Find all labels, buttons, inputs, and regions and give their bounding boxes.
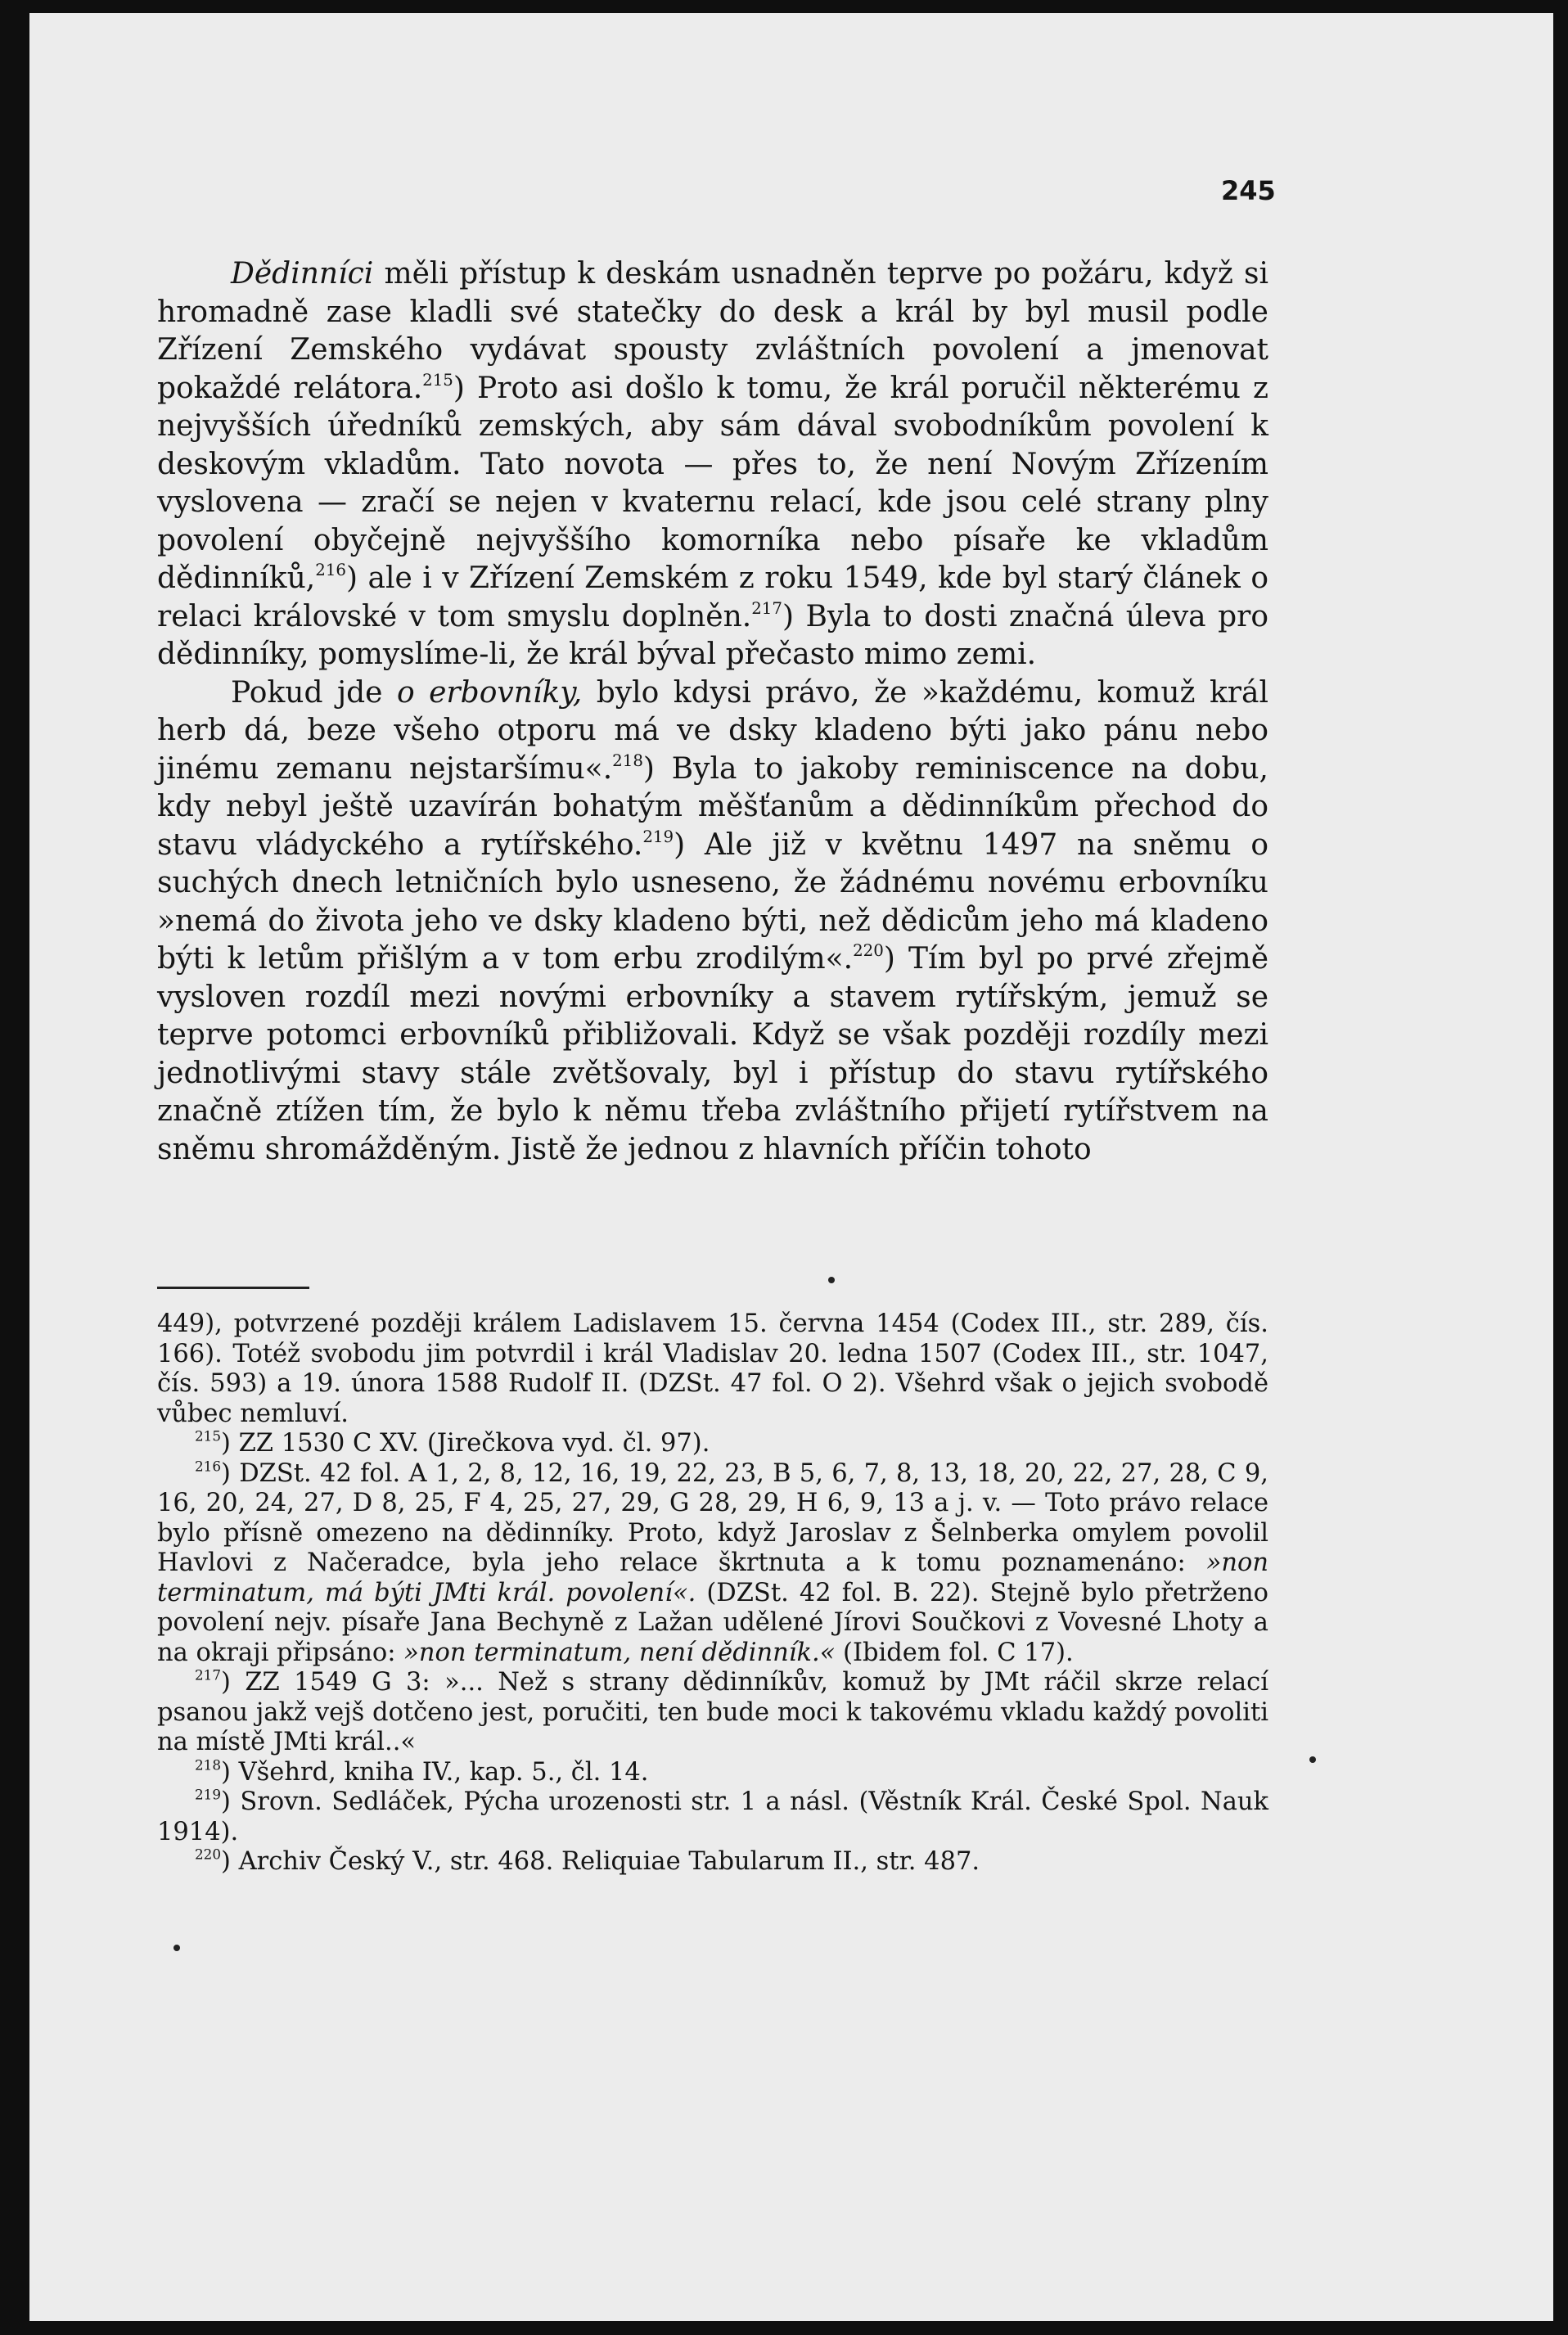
footnote-215: $^{215}$) ZZ 1530 C XV. (Jirečkova vyd. čl. 97). xyxy=(195,1427,710,1458)
margin-mark xyxy=(828,1277,835,1283)
footnote-ref-217: 217 xyxy=(751,598,782,618)
paragraph-2: Pokud jde o erbovníky, bylo kdysi právo, že »každému, komuž král herb dá, beze všeho otporu má ve dsky kladeno býti jako pánu nebo jinému zemanu nejstaršímu«.$^{218}$) Byla to jakoby reminiscence na dobu, kdy nebyl ještě uzavírán bohatým měšťanům a dědinníkům přechod do stavu vládyckého a rytířského.$^{219}$) Ale již v květnu 1497 na sněmu o suchých dnech letničních bylo usneseno, že žádnému novému erbovníku »nemá do života jeho ve dsky kladeno býti, než dědicům jeho má kladeno býti k letům přišlým a v tom erbu zrodilým«.$^{220}$) Tím byl po prvé zřejmě vysloven rozdíl mezi novými erbovníky a stavem rytířským, jemuž se teprve potomci erbovníků přibližovali. Když se však později rozdíly mezi jednotlivými stavy stále zvětšovaly, byl i přístup do stavu rytířského značně ztížen tím, že bylo k němu třeba zvláštního přijetí rytířstvem na sněmu shromážděným. Jistě že jednou z hlavních příčin tohoto xyxy=(157,675,1268,1166)
main-text xyxy=(157,255,1268,1169)
footnote-ref-216: 216 xyxy=(315,561,347,580)
footnote-rule xyxy=(157,1287,309,1289)
footnote-217: $^{217}$) ZZ 1549 G 3: »... Než s strany dědinníkův, komuž by JMt ráčil skrze relací psanou jakž vejš dotčeno jest, poručiti, ten bude moci k takovému vkladu každý povoliti na místě JMti král..« xyxy=(157,1666,1268,1756)
footnote-continuation: 449), potvrzené později králem Ladislavem 15. června 1454 (Codex III., str. 289, čís. 166). Totéž svobodu jim potvrdil i král Vladislav 20. ledna 1507 (Codex III., str. 1047, čís. 593) a 19. února 1588 Rudolf II. (DZSt. 47 fol. O 2). Všehrd však o jejich svobodě vůbec nemluví. xyxy=(157,1309,1268,1428)
footnote-219: $^{219}$) Srovn. Sedláček, Pýcha urozenosti str. 1 a násl. (Věstník Král. České Spol. Nauk 1914). xyxy=(157,1786,1268,1846)
footnote-ref-220: 220 xyxy=(853,941,884,961)
footnotes xyxy=(157,1309,1268,1877)
footnote-218: $^{218}$) Všehrd, kniha IV., kap. 5., čl. 14. xyxy=(195,1756,649,1787)
footnote-220: $^{220}$) Archiv Český V., str. 468. Reliquiae Tabularum II., str. 487. xyxy=(195,1846,980,1876)
margin-mark xyxy=(1309,1756,1316,1763)
paragraph-1: Dědinníci měli přístup k deskám usnadněn teprve po požáru, když si hromadně zase kladli své statečky do desk a král by byl musil podle Zřízení Zemského vydávat spousty zvláštních povolení a jmenovat pokaždé relátora.$^{215}$) Proto asi došlo k tomu, že král poručil některému z nejvyšších úředníků zemských, aby sám dával svobodníkům povolení k deskovým vkladům. Tato novota — přes to, že není Novým Zřízením vyslovena — zračí se nejen v kvaternu relací, kde jsou celé strany plny povolení obyčejně nejvyššího komorníka nebo písaře ke vkladům dědinníků,$^{216}$) ale i v Zřízení Zemském z roku 1549, kde byl starý článek o relaci královské v tom smyslu doplněn.$^{217}$) Byla to dosti značná úleva pro dědinníky, pomyslíme-li, že král býval přečasto mimo zemi. xyxy=(157,257,1269,671)
page-number: 245 xyxy=(1221,175,1276,206)
footnote-ref-218: 218 xyxy=(612,751,643,770)
margin-mark xyxy=(173,1945,180,1951)
footnote-216: $^{216}$) DZSt. 42 fol. A 1, 2, 8, 12, 16, 19, 22, 23, B 5, 6, 7, 8, 13, 18, 20, 22, 27, 28, C 9, 16, 20, 24, 27, D 8, 25, F 4, 25, 27, 29, G 28, 29, H 6, 9, 13 a j. v. — Toto právo relace bylo přísně omezeno na dědinníky. Proto, když Jaroslav z Šelnberka omylem povolil Havlovi z Načeradce, byla jeho relace škrtnuta a k tomu poznamenáno: »non terminatum, má býti JMti král. povolení«. (DZSt. 42 fol. B. 22). Stejně bylo přetrženo povolení nejv. písaře Jana Bechyně z Lažan udělené Jírovi Součkovi z Vovesné Lhoty a na okraji připsáno: »non terminatum, není dědinník.« (Ibidem fol. C 17). xyxy=(157,1457,1268,1667)
footnote-ref-219: 219 xyxy=(642,827,674,846)
footnote-ref-215: 215 xyxy=(422,370,453,390)
